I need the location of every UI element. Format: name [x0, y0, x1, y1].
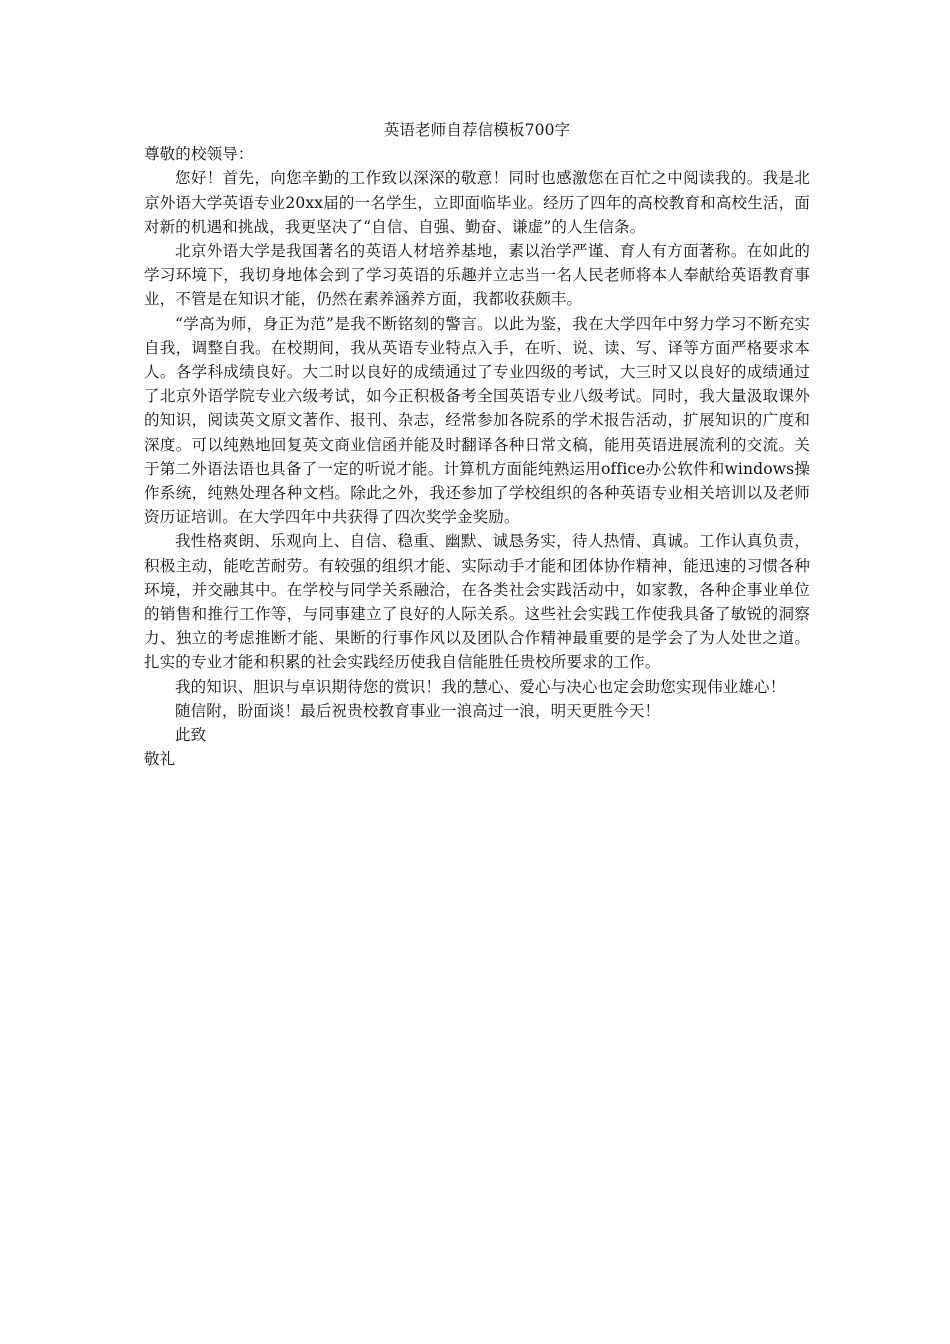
paragraph-study: “学高为师，身正为范”是我不断铭刻的警言。以此为鉴，我在大学四年中努力学习不断充实自我，调整自我。在校期间，我从英语专业特点入手，在听、说、读、写、译等方面严格要求本人。各学科成绩良好。大二时以良好的成绩通过了专业四级的考试，大三时又以良好的成绩通过了北京外语学院专业六级考试，如今正积极备考全国英语专业八级考试。同时，我大量汲取课外的知识，阅读英文原文著作、报刊、杂志，经常参加各院系的学术报告活动，扩展知识的广度和深度。可以纯熟地回复英文商业信函并能及时翻译各种日常文稿，能用英语进展流利的交流。关于第二外语法语也具备了一定的听说才能。计算机方面能纯熟运用office办公软件和windows操作系统，纯熟处理各种文档。除此之外，我还参加了学校组织的各种英语专业相关培训以及老师资历证培训。在大学四年中共获得了四次奖学金奖励。	[144, 314, 810, 527]
paragraph-greeting: 您好！首先，向您辛勤的工作致以深深的敬意！同时也感激您在百忙之中阅读我的。我是北京外语大学英语专业20xx届的一名学生，立即面临毕业。经历了四年的高校教育和高校生活，面对新的机遇和挑战，我更坚决了“自信、自强、勤奋、谦虚”的人生信条。	[144, 169, 810, 236]
closing: 敬礼	[144, 750, 176, 769]
paragraph-wishes: 随信附，盼面谈！最后祝贵校教育事业一浪高过一浪，明天更胜今天！	[175, 701, 661, 720]
paragraph-expectation: 我的知识、胆识与卓识期待您的赏识！我的慧心、爱心与决心也定会助您实现伟业雄心！	[175, 677, 786, 696]
document-page	[144, 118, 810, 771]
paragraph-university: 北京外语大学是我国著名的英语人材培养基地，素以治学严谨、育人有方面著称。在如此的学习环境下，我切身地体会到了学习英语的乐趣并立志当一名人民老师将本人奉献给英语教育事业，不管是在知识才能，仍然在素养涵养方面，我都收获颇丰。	[144, 242, 810, 309]
document-title: 英语老师自荐信模板700字	[383, 121, 571, 139]
paragraph-personality: 我性格爽朗、乐观向上、自信、稳重、幽默、诚恳务实，待人热情、真诚。工作认真负责，积极主动，能吃苦耐劳。有较强的组织才能、实际动手才能和团体协作精神，能迅速的习惯各种环境，并交融其中。在学校与同学关系融洽，在各类社会实践活动中，如家教，各种企事业单位的销售和推行工作等，与同事建立了良好的人际关系。这些社会实践工作使我具备了敏锐的洞察力、独立的考虑推断才能、果断的行事作风以及团队合作精神最重要的是学会了为人处世之道。扎实的专业才能和积累的社会实践经历使我自信能胜任贵校所要求的工作。	[144, 532, 810, 672]
salutation: 尊敬的校领导：	[144, 145, 254, 164]
paragraph-cizhi: 此致	[175, 726, 207, 745]
